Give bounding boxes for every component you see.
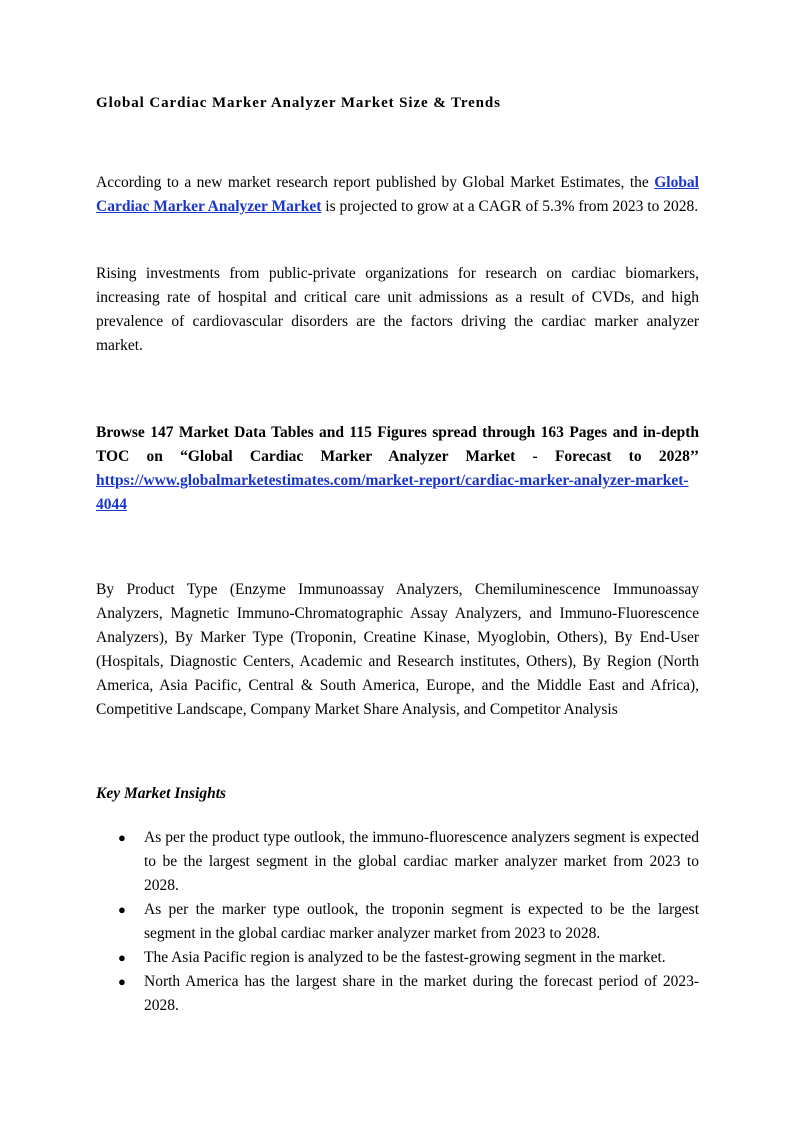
browse-paragraph: [96, 421, 699, 517]
page-title: Global Cardiac Marker Analyzer Market Size & Trends: [96, 95, 501, 111]
insight-text: The Asia Pacific region is analyzed to be the fastest-growing segment in the market.: [144, 949, 666, 966]
insight-item: [96, 970, 699, 1018]
bullet-icon: ●: [118, 950, 126, 965]
browse-text: Browse 147 Market Data Tables and 115 Figures spread through 163 Pages and in-depth TOC on “Global Cardiac Marker Analyzer Market - Forecast to 2028’’: [96, 424, 699, 465]
intro-text-before-link: According to a new market research report published by Global Market Estimates, the: [96, 174, 655, 191]
bullet-icon: ●: [118, 974, 126, 989]
report-url-link[interactable]: https://www.globalmarketestimates.com/market-report/cardiac-marker-analyzer-market-4044: [96, 472, 689, 513]
insight-item: [96, 946, 699, 970]
key-insights-list: [96, 826, 699, 1018]
insight-text: As per the product type outlook, the immuno-fluorescence analyzers segment is expected to be the largest segment in the global cardiac marker analyzer market from 2023 to 2028.: [144, 829, 699, 894]
insight-item: [96, 898, 699, 946]
market-report-link[interactable]: Global Cardiac Marker Analyzer Market: [96, 174, 699, 215]
segmentation-paragraph: By Product Type (Enzyme Immunoassay Analyzers, Chemiluminescence Immunoassay Analyzers, Magnetic Immuno-Chromatographic Assay Analyzers, and Immuno-Fluorescence Analyzers), By Marker Type (Troponin, Creatine Kinase, Myoglobin, Others), By End-User (Hospitals, Diagnostic Centers, Academic and Research institutes, Others), By Region (North America, Asia Pacific, Central & South America, Europe, and the Middle East and Africa), Competitive Landscape, Company Market Share Analysis, and Competitor Analysis: [96, 581, 699, 718]
bullet-icon: ●: [118, 902, 126, 917]
intro-paragraph: [96, 171, 699, 219]
drivers-paragraph: Rising investments from public-private organizations for research on cardiac biomarkers, increasing rate of hospital and critical care unit admissions as a result of CVDs, and high prevalence of cardiovascular disorders are the factors driving the cardiac marker analyzer market.: [96, 265, 699, 354]
insight-item: [96, 826, 699, 898]
insight-text: As per the marker type outlook, the troponin segment is expected to be the largest segment in the global cardiac marker analyzer market from 2023 to 2028.: [144, 901, 699, 942]
insight-text: North America has the largest share in the market during the forecast period of 2023-2028.: [144, 973, 699, 1014]
intro-text-after-link: is projected to grow at a CAGR of 5.3% from 2023 to 2028.: [321, 198, 699, 215]
bullet-icon: ●: [118, 830, 126, 845]
key-insights-heading: Key Market Insights: [96, 785, 227, 802]
